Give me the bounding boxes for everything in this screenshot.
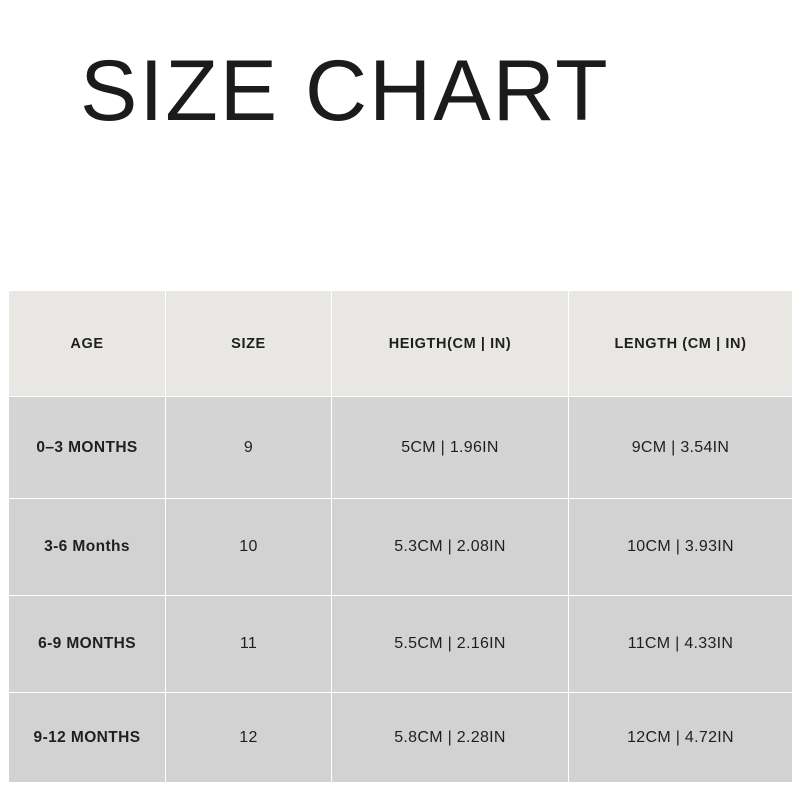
cell-age: 6-9 MONTHS — [9, 596, 166, 693]
cell-age: 9-12 MONTHS — [9, 693, 166, 783]
column-header-length: LENGTH (CM | IN) — [569, 291, 793, 397]
table-row — [9, 596, 793, 693]
column-header-size: SIZE — [166, 291, 332, 397]
table-body — [9, 397, 793, 783]
page-title: SIZE CHART — [80, 43, 610, 139]
cell-age: 0–3 MONTHS — [9, 397, 166, 499]
cell-length: 9CM | 3.54IN — [569, 397, 793, 499]
size-chart-table-container — [8, 290, 792, 783]
cell-length: 10CM | 3.93IN — [569, 499, 793, 596]
cell-length: 11CM | 4.33IN — [569, 596, 793, 693]
cell-height: 5.5CM | 2.16IN — [332, 596, 569, 693]
column-header-age: AGE — [9, 291, 166, 397]
size-chart-table — [8, 290, 793, 783]
table-header-row — [9, 291, 793, 397]
cell-size: 12 — [166, 693, 332, 783]
table-header — [9, 291, 793, 397]
cell-height: 5.3CM | 2.08IN — [332, 499, 569, 596]
table-row — [9, 397, 793, 499]
cell-length: 12CM | 4.72IN — [569, 693, 793, 783]
cell-size: 10 — [166, 499, 332, 596]
column-header-height: HEIGTH(CM | IN) — [332, 291, 569, 397]
cell-height: 5CM | 1.96IN — [332, 397, 569, 499]
table-row — [9, 499, 793, 596]
cell-size: 11 — [166, 596, 332, 693]
cell-height: 5.8CM | 2.28IN — [332, 693, 569, 783]
cell-size: 9 — [166, 397, 332, 499]
table-row — [9, 693, 793, 783]
cell-age: 3-6 Months — [9, 499, 166, 596]
